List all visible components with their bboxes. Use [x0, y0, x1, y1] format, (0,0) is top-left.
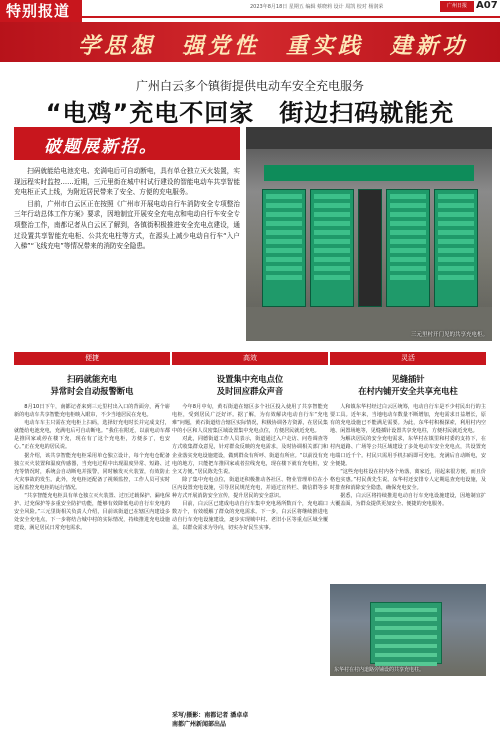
feature-banner [14, 127, 240, 159]
photo-caption: 三元里村开门见的共享充电柜。 [410, 332, 488, 338]
photo-cabinet [434, 189, 478, 307]
photo-roof [246, 127, 492, 149]
column-flexible [330, 352, 486, 508]
body-paragraph: 人和镇东华村经过白云区统筹，电动自行车是不少村民出行的主要工具。近年来，当地电动车数量不断增加，充电需求日益增长，原有的充电设施已不能满足需要。为此，东华村积极探索，利用村内空地、闲置场地等，见缝插针设置共享充电柱，方便村民就近充电。 [330, 404, 486, 435]
body-paragraph: 除了集中充电点位，街道还积极推动各社区、物业管理单位在小区内设置充电设施，引导居民规范充电，并通过宣传栏、微信群等多种方式开展消防安全宣传，提升居民的安全意识。 [172, 476, 328, 500]
charging-post-photo [330, 584, 486, 676]
credit-line: 南都广州新闻部出品 [172, 721, 227, 728]
body-paragraph: 今年8月中旬，黄石街道在辖区多个社区投入使用了共享智能充电柜，受到居民广泛好评。据了解，为有效解决电动自行车“充电难”问题，黄石街道结合辖区实际情况，积极协调各方资源，在居民集中的小区和人员密集区域设置集中充电点位，方便居民就近充电。 [172, 404, 328, 435]
column-headline [330, 373, 486, 397]
lead-paragraph: 扫码就能给电池充电、充满电后可自动断电，具有单仓独立灭火装置，实现远程实时监控……近期，三元里街在城中村试行建设的智能电动车共享智能充电柜正式上线，为附近居民带来了安全、方便的充电服务。 [14, 167, 240, 197]
column-body [14, 403, 170, 533]
column-body [330, 403, 486, 508]
charging-cabinet-photo [246, 127, 492, 341]
body-paragraph: “这些充电柱设在村内各个角落，离家近，用起来很方便，而且价格也实惠。”村民黄先生说。东华村还安排专人定期巡查充电设施，及时排查和消除安全隐患，确保充电安全。 [330, 468, 486, 491]
column-headline [172, 373, 328, 397]
column-headline [14, 373, 170, 397]
page-number: A07 [476, 0, 498, 11]
photo-caption: 东华村在村内道路旁铺设的共享充电柱。 [334, 667, 425, 673]
body-paragraph: 据介绍，该共享智能充电柜采用单仓独立设计，每个充电仓配备独立灭火装置和温度传感器，当充电过程中出现温度异常、短路、过充等情况时，系统会自动断电并报警，同时触发灭火装置，有效防止火灾事故的发生。此外，充电柜还配备了视频监控，工作人员可实时远程监控充电柜的运行情况。 [14, 452, 170, 491]
article-lead [14, 166, 240, 253]
photo-cabinet-sign [264, 165, 474, 181]
page-header [0, 0, 500, 22]
body-paragraph: 目前，白云区已建成电动自行车集中充电场所数百个，充电端口数万个，有效缓解了群众的充电需求。下一步，白云区将继续推进电动自行车充电设施建设，逐步实现城中村、老旧小区等重点区域全覆盖，以群众需求为导向，切实办好民生实事。 [172, 501, 328, 532]
photo-cabinet [310, 189, 354, 307]
column-headline-line: 及时回应群众声音 [216, 386, 284, 396]
feature-banner-text: 破题展新招。 [44, 137, 158, 157]
section-badge: 特别报道 [0, 0, 82, 22]
credit-line: 采写/摄影：南都记者 潘卓卓 [172, 712, 249, 719]
column-headline-line: 异常时会自动报警断电 [50, 386, 134, 396]
photo-charging-post [370, 602, 442, 664]
column-headline-line: 扫码就能充电 [67, 374, 117, 384]
lead-paragraph: 目前，广州市白云区正在按照《广州市开展电动自行车消防安全专项整治三年行动总体工作方案》要求，因地制宜开展安全充电点和电动自行车安全专项整治工作，南都记者从白云区了解到，各镇街积极推进安全充电点建设，通过设置共享智能充电柜、公共充电柱等方式，在源头上减少电动自行车“入户入梯”“飞线充电”等情况带来的消防安全隐患。 [14, 199, 240, 251]
paper-tag: 广州日报 [440, 1, 474, 12]
slogan-text: 学思想 强党性 重实践 建新功 [78, 33, 469, 59]
body-paragraph: 为解决居民的安全充电需求，东华村在镇里和村委的支持下，在村内道路、广场等公共区域建设了多处电动车安全充电点，共设置充电端口近千个。村民只需用手机扫码即可充电，充满后自动断电，安全便捷。 [330, 436, 486, 467]
photo-cabinet-panel [358, 189, 382, 307]
body-paragraph: 对此，同德街道工作人员表示，街道通过入户走访、问卷调查等方式收集群众意见，针对群众反映的充电需求，及时协调相关部门和企业落实充电设施建设，做到群众有所呼、街道有所应。“以前没有充电的地方，只能把车推回家或者拉线充电，现在楼下就有充电桩，安全又方便。”居民陈先生说。 [172, 436, 328, 475]
column-headline-line: 在村内铺开安全共享充电柱 [358, 386, 458, 396]
article-credit [172, 711, 328, 729]
body-paragraph: “共享智能充电柜具有单仓独立灭火装置、过压过载保护、漏电保护、过充保护等多重安全防护功能，能够有效降低电动自行车充电的安全风险。”三元里街相关负责人介绍，目前该街道已在辖区内建设多处安全充电点，下一步将结合城中村的实际情况，持续推进充电设施建设，满足居民日常充电需求。 [14, 493, 170, 532]
column-tab: 灵活 [330, 352, 486, 365]
column-tab: 高效 [172, 352, 328, 365]
column-body [172, 403, 328, 533]
feature-rule [14, 159, 240, 160]
photo-cabinet [262, 189, 306, 307]
column-convenient [14, 352, 170, 533]
header-rule [82, 16, 500, 18]
article-title: “电鸡”充电不回家 街边扫码就能充 [45, 99, 455, 127]
body-paragraph: 8月10日下午，南都记者来到三元里村出入口的背面旁，两个崭新的电动车共享智能充电柜映入眼帘，不少当地居民在充电。 [14, 404, 170, 419]
column-headline-line: 设置集中充电点位 [216, 374, 284, 384]
slogan-banner [0, 22, 500, 62]
column-efficient [172, 352, 328, 533]
article-subtitle: 广州白云多个镇街提供电动车安全充电服务 [135, 79, 364, 93]
body-paragraph: 据悉，白云区将持续推进电动自行车充电设施建设，因地制宜扩大覆盖面，为群众提供更加安全、便捷的充电服务。 [330, 493, 486, 508]
column-tab: 便捷 [14, 352, 170, 365]
photo-cabinet [386, 189, 430, 307]
body-paragraph: 电动车车主只需在充电柜上扫码，选择好充电时长并完成支付，就能给电池充电，充满电后可自动断电。“我住在附近，以前电动车都是推回家或停在楼下充，现在有了这个充电柜，方便多了，也安心。”正在充电的居民说。 [14, 420, 170, 451]
column-headline-line: 见缝插针 [391, 374, 425, 384]
issue-info: 2023年8月18日 星期五 编辑 蔡晓莉 设计 周凯 校对 杨润荣 [250, 4, 384, 10]
